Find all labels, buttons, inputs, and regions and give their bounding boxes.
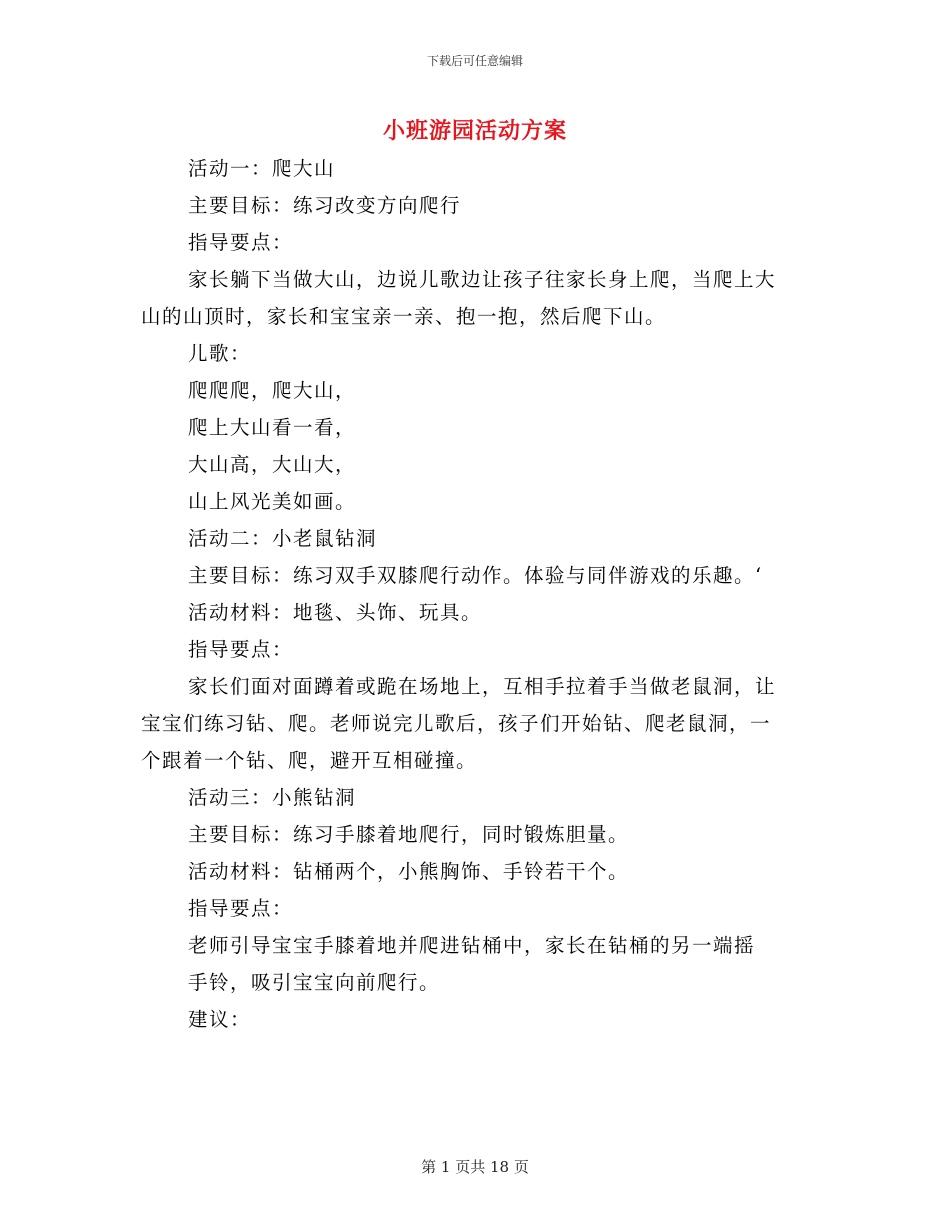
activity-3-goal: 主要目标：练习手膝着地爬行，同时锻炼胆量。 bbox=[188, 823, 630, 846]
activity-3-materials: 活动材料：钻桶两个，小熊胸饰、手铃若干个。 bbox=[188, 860, 630, 883]
activity-2-materials: 活动材料：地毯、头饰、玩具。 bbox=[188, 601, 483, 624]
rhyme-line: 爬爬爬，爬大山， bbox=[188, 379, 357, 402]
activity-2-heading: 活动二：小老鼠钻洞 bbox=[188, 527, 378, 550]
page-header: 下载后可任意编辑 bbox=[426, 54, 523, 68]
rhyme-label: 儿歌： bbox=[188, 342, 252, 365]
document-title: 小班游园活动方案 bbox=[382, 118, 567, 144]
activity-2-goal: 主要目标：练习双手双膝爬行动作。体验与同伴游戏的乐趣。‘ bbox=[188, 564, 763, 587]
activity-1-goal: 主要目标：练习改变方向爬行 bbox=[188, 194, 462, 217]
paragraph-line: 手铃，吸引宝宝向前爬行。 bbox=[188, 971, 441, 994]
activity-1-guidance-label: 指导要点： bbox=[188, 231, 294, 254]
rhyme-line: 爬上大山看一看， bbox=[188, 416, 357, 439]
paragraph-line: 老师引导宝宝手膝着地并爬进钻桶中，家长在钻桶的另一端摇 bbox=[188, 934, 756, 957]
paragraph-line: 家长们面对面蹲着或跪在场地上，互相手拉着手当做老鼠洞，让 bbox=[188, 675, 777, 698]
suggestion-label: 建议： bbox=[188, 1008, 252, 1031]
paragraph-line: 个跟着一个钻、爬，避开互相碰撞。 bbox=[141, 749, 478, 772]
page-footer: 第 1 页共 18 页 bbox=[421, 1158, 529, 1176]
document-body bbox=[141, 150, 801, 1038]
paragraph-line: 山的山顶时，家长和宝宝亲一亲、抱一抱，然后爬下山。 bbox=[141, 305, 667, 328]
paragraph-line: 宝宝们练习钻、爬。老师说完儿歌后，孩子们开始钻、爬老鼠洞，一 bbox=[141, 712, 772, 735]
rhyme-line: 大山高，大山大， bbox=[188, 453, 357, 476]
activity-3-heading: 活动三：小熊钻洞 bbox=[188, 786, 357, 809]
paragraph-line: 家长躺下当做大山，边说儿歌边让孩子往家长身上爬，当爬上大 bbox=[188, 268, 777, 291]
activity-3-guidance-label: 指导要点： bbox=[188, 897, 294, 920]
activity-2-guidance-label: 指导要点： bbox=[188, 638, 294, 661]
rhyme-line: 山上风光美如画。 bbox=[188, 490, 357, 513]
activity-1-heading: 活动一：爬大山 bbox=[188, 157, 336, 180]
